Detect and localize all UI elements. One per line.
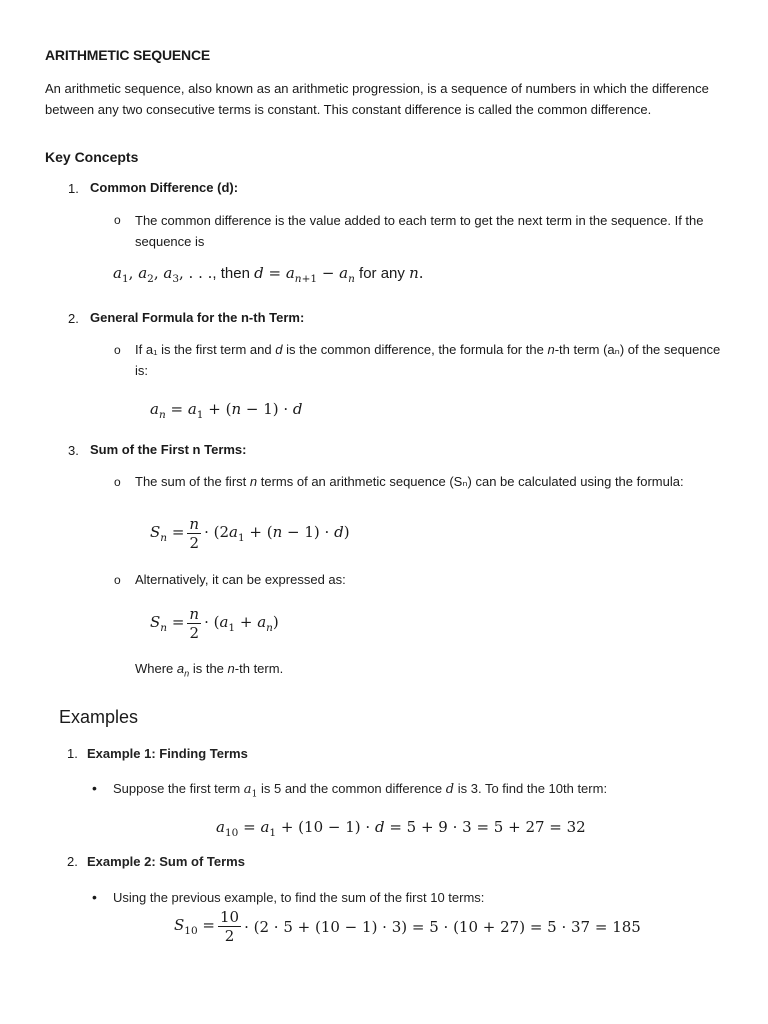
formula-for-any-text: for any bbox=[359, 265, 405, 282]
concept-1-bullet: o bbox=[114, 213, 121, 227]
concept-2-bullet: o bbox=[114, 343, 121, 357]
where-an-text: Where $a_n$ is the n-th term. bbox=[135, 661, 284, 679]
example-1-heading: Example 1: Finding Terms bbox=[87, 746, 248, 761]
concept-1-number: 1. bbox=[68, 181, 79, 196]
concept-3-text: The sum of the first n terms of an arithmetic sequence (Sₙ) can be calculated using the formula: bbox=[135, 474, 684, 489]
concept-3-alt-bullet: o bbox=[114, 573, 121, 587]
formula-then-text: then bbox=[220, 265, 250, 282]
example-2-bullet: • bbox=[92, 889, 97, 905]
example-2-text: Using the previous example, to find the sum of the first 10 terms: bbox=[113, 890, 485, 905]
examples-heading: Examples bbox=[59, 707, 139, 727]
example-1-text: Suppose the first term $a_1$ is 5 and the common difference d is 3. To find the 10th term: bbox=[113, 781, 608, 800]
sum-formula-1: $S_n$ = $\frac{n}{2}$ · $(2a_1 + (n - 1) \cdot d)$ bbox=[150, 515, 350, 552]
concept-2-number: 2. bbox=[68, 311, 79, 326]
example-1-formula: $a_{10} = a_1 + (10 - 1) \cdot d = 5 + 9 \cdot 3 = 5 + 27 = 32$ bbox=[216, 818, 586, 839]
concept-1-formula: $a_1$, $a_2$, $a_3$, . . ., then $d = a_{n+1} - a_n$ for any n. bbox=[113, 264, 424, 285]
concept-1-heading: Common Difference (d): bbox=[90, 180, 239, 195]
concept-3-heading: Sum of the First n Terms: bbox=[90, 442, 247, 457]
concept-2-text: If a₁ is the first term and d is the common difference, the formula for the n-th term (aₙ) of the sequence is: bbox=[135, 342, 721, 378]
concept-3-bullet: o bbox=[114, 475, 121, 489]
document-title: ARITHMETIC SEQUENCE bbox=[45, 47, 210, 63]
example-2-heading: Example 2: Sum of Terms bbox=[87, 854, 245, 869]
example-2-formula: $S_{10}$ = $\frac{10}{2}$ · (2 · 5 + (10 − 1) · 3) = 5 · (10 + 27) = 5 · 37 = 185 bbox=[174, 908, 641, 945]
sum-formula-2: $S_n$ = $\frac{n}{2}$ · $(a_1 + a_n)$ bbox=[150, 605, 279, 642]
example-1-bullet: • bbox=[92, 780, 97, 796]
concept-2-heading: General Formula for the n-th Term: bbox=[90, 310, 305, 325]
concept-1-text: The common difference is the value added to each term to get the next term in the sequence. If the sequence is bbox=[135, 213, 704, 249]
example-2-number: 2. bbox=[67, 854, 78, 869]
intro-paragraph: An arithmetic sequence, also known as an arithmetic progression, is a sequence of numbers in which the difference between any two consecutive terms is constant. This constant difference is called the common difference. bbox=[45, 81, 709, 117]
key-concepts-heading: Key Concepts bbox=[45, 149, 139, 165]
concept-3-number: 3. bbox=[68, 443, 79, 458]
nth-term-formula: $a_n = a_1 + (n - 1) \cdot d$ bbox=[150, 400, 303, 421]
concept-3-alt-text: Alternatively, it can be expressed as: bbox=[135, 572, 346, 587]
example-1-number: 1. bbox=[67, 746, 78, 761]
